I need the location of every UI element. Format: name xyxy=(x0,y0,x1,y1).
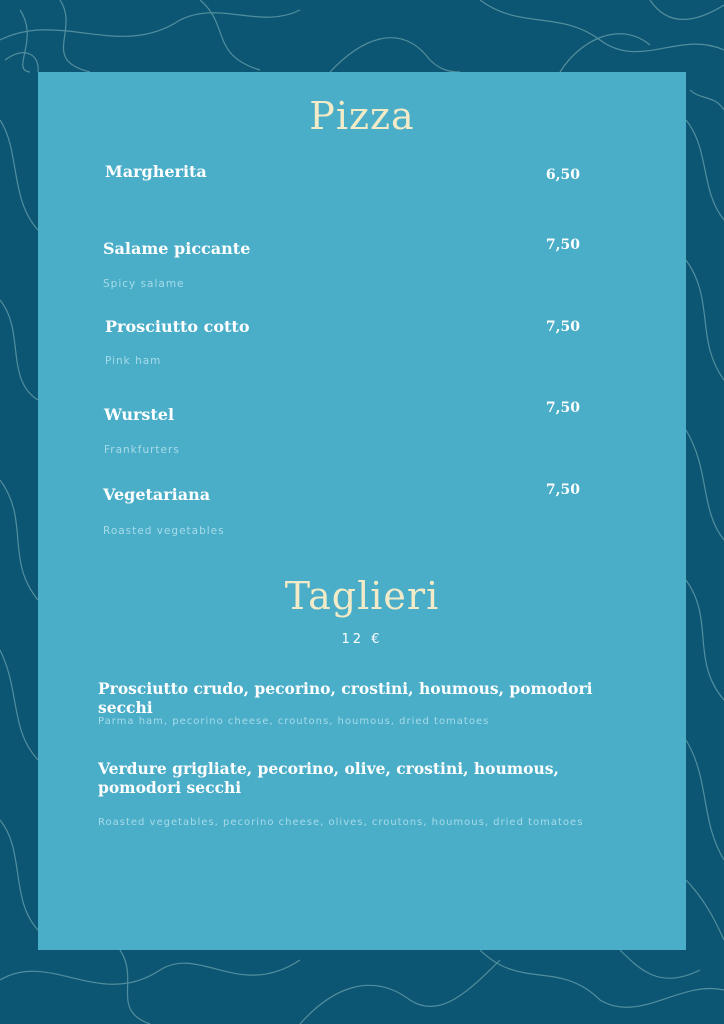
taglieri-item-name: Prosciutto crudo, pecorino, crostini, houmous, pomodori secchi xyxy=(98,679,593,717)
pizza-item-description: Frankfurters xyxy=(104,444,180,456)
pizza-item-name: Salame piccante xyxy=(103,239,251,258)
pizza-item-price: 7,50 xyxy=(545,237,580,253)
pizza-item-price: 7,50 xyxy=(545,400,580,416)
taglieri-item-name: Verdure grigliate, pecorino, olive, crostini, houmous, pomodori secchi xyxy=(98,759,559,797)
taglieri-item-description: Parma ham, pecorino cheese, croutons, houmous, dried tomatoes xyxy=(98,716,490,727)
pizza-item-price: 7,50 xyxy=(545,482,580,498)
pizza-item-description: Spicy salame xyxy=(103,278,185,290)
taglieri-section-title: Taglieri xyxy=(284,574,440,618)
pizza-item-name: Vegetariana xyxy=(103,485,211,504)
pizza-item-name: Prosciutto cotto xyxy=(105,317,250,336)
pizza-item-name: Wurstel xyxy=(104,405,175,424)
pizza-item-price: 6,50 xyxy=(545,167,580,183)
pizza-section-title: Pizza xyxy=(309,94,415,138)
menu-panel xyxy=(38,72,686,950)
pizza-item-description: Roasted vegetables xyxy=(103,525,225,537)
pizza-item-description: Pink ham xyxy=(105,355,162,367)
pizza-item-name: Margherita xyxy=(105,162,207,181)
pizza-item-price: 7,50 xyxy=(545,319,580,335)
taglieri-item-description: Roasted vegetables, pecorino cheese, olives, croutons, houmous, dried tomatoes xyxy=(98,817,584,828)
taglieri-price: 12 € xyxy=(341,632,383,647)
